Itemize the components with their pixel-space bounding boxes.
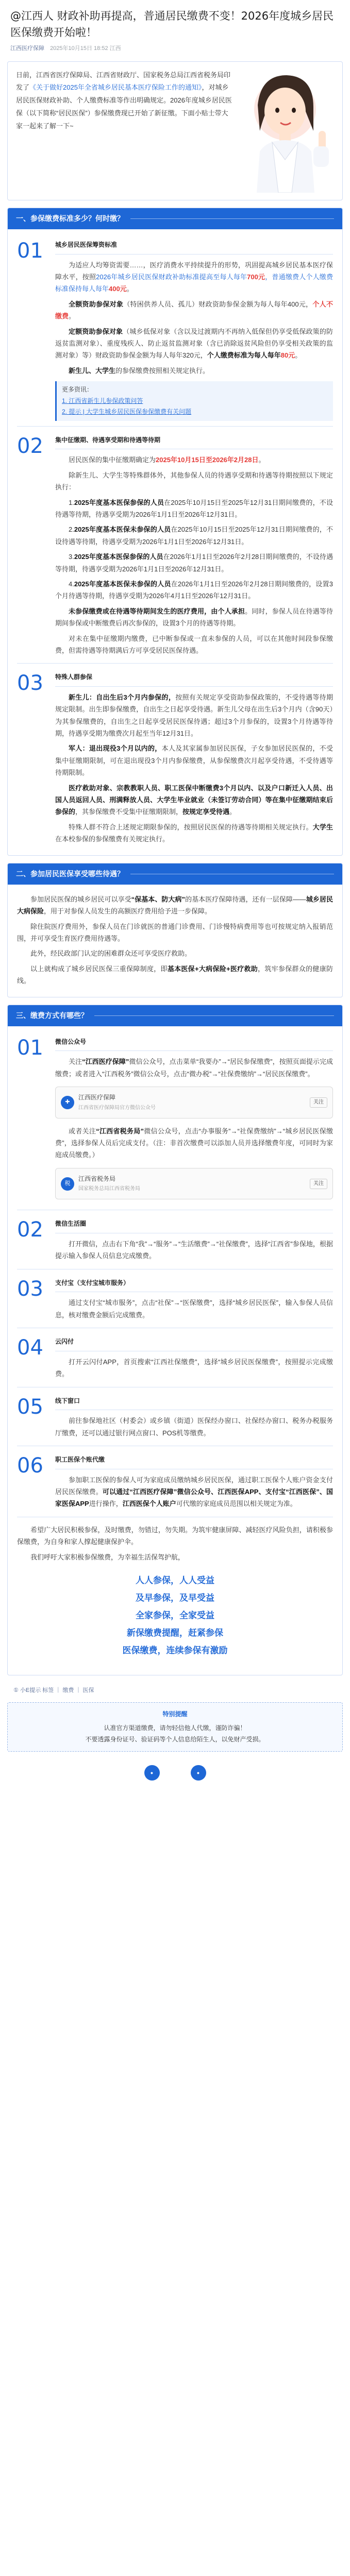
reminder-title: 特别提醒 — [162, 1710, 188, 1718]
item-title: 云闪付 — [55, 1335, 333, 1351]
account-card-name: 江西省税务局 — [78, 1175, 116, 1182]
section-payment-standard — [7, 208, 343, 856]
paragraph: 除住院医疗费用外，参保人员在门诊就医的普通门诊费用、门诊慢特病费用等也可按规定纳入报销范围，并可享受生育医疗费用待遇等。 — [17, 922, 333, 942]
slogan-red: 医保缴费，连续参保有激励 — [122, 1645, 228, 1655]
paragraph: 为适应人均筹资需要……，医疗消费水平持续提升的形势，巩固提高城乡居民基本医疗保障水平，按照2026年城乡居民医保财政补助标准提高至每人每年700元，普通缴费人个人缴费标准保持每人每年400元。 — [55, 261, 333, 293]
account-card-sub: 国家税务总局江西省税务局 — [78, 1186, 140, 1192]
item-collection-period — [17, 434, 333, 658]
closing-paragraph: 希望广大居民积极参保，及时缴费，勿错过，勿失期。为筑牢健康屏障、减轻医疗风险负担，请积极参保缴费，为自身和家人撑起健康保护伞。 — [17, 1526, 333, 1546]
article-title: @江西人 财政补助再提高，普通居民缴费不变！2026年度城乡居民医保缴费开始啦！ — [10, 10, 334, 39]
paragraph: 新生儿、大学生的参保缴费按照相关规定执行。 — [69, 366, 210, 375]
paragraph: 居民医保的集中征缴期确定为2025年10月15日至2026年2月28日。 — [69, 456, 265, 464]
paragraph: 医疗救助对象、宗教教职人员、职工医保中断缴费3个月以内、以及户口新迁入人员、出国人员返回人员、刑满释放人员、大学生毕业就业（未签订劳动合同）等在集中征缴期结束后参保的，其参保缴费不受集中征缴期限制，按规定享受待遇。 — [55, 784, 333, 816]
item-title: 职工医保个账代缴 — [55, 1453, 333, 1469]
follow-button[interactable]: 关注 — [310, 1179, 327, 1189]
item-number: 01 — [17, 1036, 43, 1060]
paragraph: 打开微信，点击右下角“我”→“服务”→“生活缴费”→“社保缴费”，选择“江西省”参保地，根据提示输入参保人员信息完成缴费。 — [55, 1240, 333, 1260]
tax-logo-icon: 税 — [61, 1177, 74, 1191]
item-number: 01 — [17, 239, 43, 263]
paragraph: 1.2025年度基本医保参保的人员在2025年10月15日至2025年12月31日期间缴费的，不设待遇等待期，待遇享受期为2026年1月1日至2026年12月31日。 — [55, 498, 334, 519]
paragraph: 或者关注“江西省税务局”微信公众号，点击“办事服务”→“社保费缴纳”→“城乡居民医保缴费”，选择参保人员后完成支付。（注：非首次缴费可以添加人员并选择缴费年度，可同时为家庭成员缴费。） — [55, 1127, 333, 1159]
item-alipay — [17, 1277, 333, 1323]
paragraph: 4.2025年度基本医保未参保的人员在2026年1月1日至2026年2月28日期间缴费的，设置3个月待遇等待期，待遇享受期为2026年4月1日至2026年12月31日。 — [55, 580, 333, 600]
student-policy-link[interactable]: 2. 提示 | 大学生城乡居民医保参保缴费有关问题 — [62, 408, 192, 416]
section-header — [8, 863, 342, 885]
account-card-name: 江西医疗保障 — [78, 1094, 116, 1101]
paragraph: 对未在集中征缴期内缴费，已中断参保或一直未参保的人员，可以在其他时间段参保缴费，但需待遇等待期满后方可享受居民医保待遇。 — [55, 634, 333, 654]
bottom-decor — [4, 1761, 346, 1785]
slogan-red: 新保缴费提醒，赶紧参保 — [127, 1628, 223, 1638]
article-tags[interactable]: ① 小E提示 标签 ｜ 缴费 ｜ 医保 — [13, 1687, 94, 1693]
item-special-groups — [17, 671, 333, 846]
paragraph: 关注“江西医疗保障”微信公众号，点击菜单“我要办”→“居民参保缴费”，按照页面提示完成缴费；或者进入“江西税务”微信公众号，点击“微办税”→“社保费缴纳”→“居民医保缴费”。 — [55, 1058, 333, 1078]
item-title: 微信公众号 — [55, 1036, 333, 1052]
intro-card — [7, 61, 343, 200]
paragraph: 此外，经民政部门认定的困难群众还可享受医疗救助。 — [30, 950, 192, 958]
paragraph: 2.2025年度基本医保未参保的人员在2025年10月15日至2025年12月31日期间缴费的，不设待遇等待期，待遇享受期为2026年1月1日至2026年12月31日。 — [55, 526, 333, 546]
account-card-sub: 江西省医疗保障局官方微信公众号 — [78, 1105, 156, 1111]
slogan: 全家参保，全家受益 — [136, 1610, 214, 1620]
dot-icon: • — [191, 1765, 206, 1781]
reminder-line: 不要透露身份证号、验证码等个人信息给陌生人，以免财产受损。 — [85, 1735, 265, 1743]
item-number: 03 — [17, 1277, 43, 1301]
item-number: 02 — [17, 434, 43, 458]
newborn-policy-link[interactable]: 1. 江西省新生儿参保政策问答 — [62, 397, 143, 404]
reminder-line: 认准官方渠道缴费，请勿轻信他人代缴，谨防诈骗！ — [104, 1724, 246, 1732]
paragraph: 定额资助参保对象（城乡低保对象（含以及过渡期内不再纳入低保但仍享受低保政策的防返贫监测对象）、重度残疾人、防止返贫监测对象（含已消除返贫风险但仍享受相关政策的监测对象）等）财政资助参保金额为每人每年320元，个人缴费标准为每人每年80元。 — [55, 327, 333, 360]
paragraph: 打开云闪付APP，首页搜索“江西社保缴费”，选择“城乡居民医保缴费”，按照提示完成缴费。 — [55, 1358, 333, 1378]
account-card-tax[interactable] — [55, 1168, 333, 1200]
follow-button[interactable]: 关注 — [310, 1097, 327, 1108]
special-reminder — [7, 1702, 343, 1752]
presenter-illustration-icon — [236, 69, 334, 193]
paragraph: 3.2025年度基本医保参保的人员在2026年1月1日至2026年2月28日期间缴费的，不设待遇等待期，待遇享受期为2026年1月1日至2026年12月31日。 — [55, 553, 333, 573]
item-title: 集中征缴期、待遇享受期和待遇等待期 — [55, 434, 333, 450]
item-title: 城乡居民医保筹资标准 — [55, 239, 333, 255]
account-card-medical[interactable] — [55, 1087, 333, 1118]
section-title: 二、参加居民医保享受哪些待遇？ — [16, 869, 124, 878]
article-meta — [4, 44, 346, 61]
more-info-label: 更多资讯： — [62, 386, 93, 394]
closing-paragraph: 我们呼吁大家积极参保缴费，为幸福生活保驾护航， — [30, 1553, 185, 1561]
dot-icon: • — [144, 1765, 160, 1781]
section-title: 一、参保缴费标准多少？何时缴？ — [16, 214, 124, 223]
item-wechat-life — [17, 1217, 333, 1263]
paragraph: 以上就构成了城乡居民医保三重保障制度，即基本医保+大病保险+医疗救助，筑牢参保群众的健康防线。 — [17, 964, 333, 985]
item-number: 04 — [17, 1336, 43, 1360]
slogans — [17, 1565, 333, 1667]
paragraph: 特殊人群不符合上述规定期限参保的，按照居民医保的待遇等待期相关规定执行。大学生在本校参保的参保缴费有关规定执行。 — [55, 823, 333, 843]
item-title: 线下窗口 — [55, 1395, 333, 1411]
item-funding-standard — [17, 239, 333, 421]
item-number: 05 — [17, 1395, 43, 1419]
intro-text-2: ，对城乡居民医保财政补助、个人缴费标准等作出明确规定。2026年度城乡居民医保（以下简称“居民医保”）参保缴费现已开始了新征缴。下面小贴士带大家一起来了解一下~ — [16, 83, 232, 130]
paragraph: 通过支付宝“城市服务”，点击“社保”→“医保缴费”，选择“城乡居民医保”，输入参保人员信息，核对缴费金额后完成缴费。 — [55, 1299, 333, 1319]
item-number: 02 — [17, 1218, 43, 1242]
account-name[interactable]: 江西医疗保障 — [10, 45, 44, 52]
item-title: 支付宝（支付宝城市服务） — [55, 1277, 333, 1293]
item-employee-account — [17, 1453, 333, 1512]
section-header — [8, 208, 342, 229]
paragraph: 参加居民医保的城乡居民可以享受“保基本、防大病”的基本医疗保障待遇，还有一层保障——城乡居民大病保险，用于对参保人员发生的高额医疗费用给予进一步保障。 — [17, 895, 333, 916]
more-info-box — [55, 381, 333, 421]
paragraph: 军人：退出现役3个月以内的，本人及其家属参加居民医保，子女参加居民医保的，不受集中征缴期限制，可在退出现役3个月内参保缴费，从参保缴费次月起享受待遇，不受待遇等待期限制。 — [55, 744, 333, 777]
paragraph: 新生儿：自出生后3个月内参保的，按照有关规定享受资助参保政策的，不受待遇等待期规定限制。出生即参保缴费，自出生之日起享受待遇。新生儿父母在出生后3个月内（含90天）为其参保缴费的，自出生之日起享受居民医保待遇；超过3个月参保的，设置3个月待遇等待期，待遇享受期为缴费次月起至当年12月31日。 — [55, 693, 333, 738]
item-title: 微信生活圈 — [55, 1217, 333, 1233]
medical-logo-icon: ✚ — [61, 1096, 74, 1109]
publish-time: 2025年10月15日 18:52 — [50, 45, 108, 52]
item-number: 06 — [17, 1453, 43, 1478]
slogan: 人人参保，人人受益 — [136, 1575, 214, 1585]
paragraph: 参加职工医保的参保人可为家庭成员缴纳城乡居民医保，通过职工医保个人账户资金支付居民医保缴费。可以通过“江西医疗保障”微信公众号、江西医保APP、支付宝“江西医保”、国家医保APP进行操作，江西医保个人账户可代缴的家庭成员范围以相关规定为准。 — [55, 1476, 333, 1508]
section-payment-methods — [7, 1005, 343, 1675]
item-title: 特殊人群参保 — [55, 671, 333, 687]
section-header — [8, 1005, 342, 1026]
item-wechat-official — [17, 1036, 333, 1205]
paragraph: 全额资助参保对象（特困供养人员、孤儿）财政资助参保金额为每人每年400元，个人不缴费。 — [55, 300, 333, 320]
slogan: 及早参保，及早受益 — [136, 1592, 214, 1603]
item-number: 03 — [17, 671, 43, 696]
section-title: 三、缴费方式有哪些？ — [16, 1011, 88, 1020]
item-offline-window — [17, 1395, 333, 1440]
item-unionpay — [17, 1335, 333, 1381]
intro-text-1: 日前，江西省医疗保障局、江西省财政厅、国家税务总局江西省税务局印发了 — [16, 71, 231, 92]
paragraph: 除新生儿、大学生等特殊群体外，其他参保人员的待遇享受期和待遇等待期按照以下规定执行： — [55, 471, 333, 492]
intro-text — [16, 69, 232, 193]
paragraph: 未参保缴费或在待遇等待期间发生的医疗费用，由个人承担。同时，参保人员在待遇等待期间参保或中断缴费后再次参保的，设置3个月的待遇等待期。 — [55, 607, 333, 628]
intro-policy-link[interactable]: 《关于做好2025年全省城乡居民基本医疗保险工作的通知》 — [29, 83, 202, 92]
paragraph: 前往参保地社区（村委会）或乡镇（街道）医保经办窗口、社保经办窗口、税务办税服务厅缴费，还可以通过银行网点窗口、POS机等缴费。 — [55, 1417, 333, 1437]
publish-location: 江西 — [109, 45, 121, 52]
section-benefits — [7, 863, 343, 997]
